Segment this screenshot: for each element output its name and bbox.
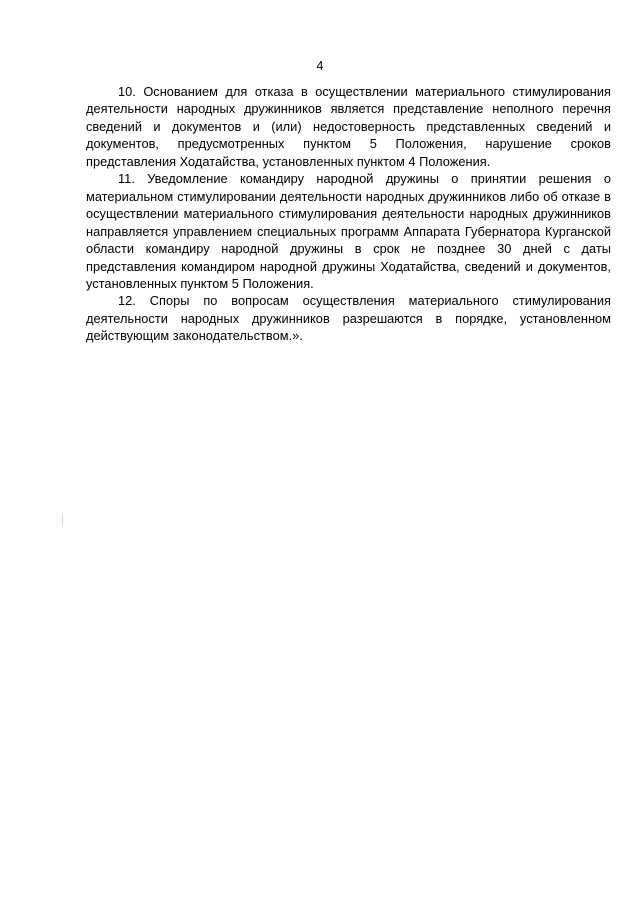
paragraph-11: 11. Уведомление командиру народной дружины о принятии решения о материальном стимулировании деятельности народных дружинников либо об отказе в осуществлении материального стимулирования деятельности народных дружинников направляется управлением специальных программ Аппарата Губернатора Курганской области командиру народной дружины в срок не позднее 30 дней с даты представления командиром народной дружины Ходатайства, сведений и документов, установленных пунктом 5 Положения. [86,171,611,291]
scan-margin-mark [62,514,63,526]
paragraph-10: 10. Основанием для отказа в осуществлении материального стимулирования деятельности народных дружинников является представление неполного перечня сведений и документов и (или) недостоверность представленных сведений и документов, предусмотренных пунктом 5 Положения, нарушение сроков представления Ходатайства, установленных пунктом 4 Положения. [86,84,611,169]
paragraph-12: 12. Споры по вопросам осуществления материального стимулирования деятельности народных дружинников разрешаются в порядке, установленном действующим законодательством.». [86,293,611,344]
document-body [86,83,611,345]
page-number: 4 [316,59,324,73]
